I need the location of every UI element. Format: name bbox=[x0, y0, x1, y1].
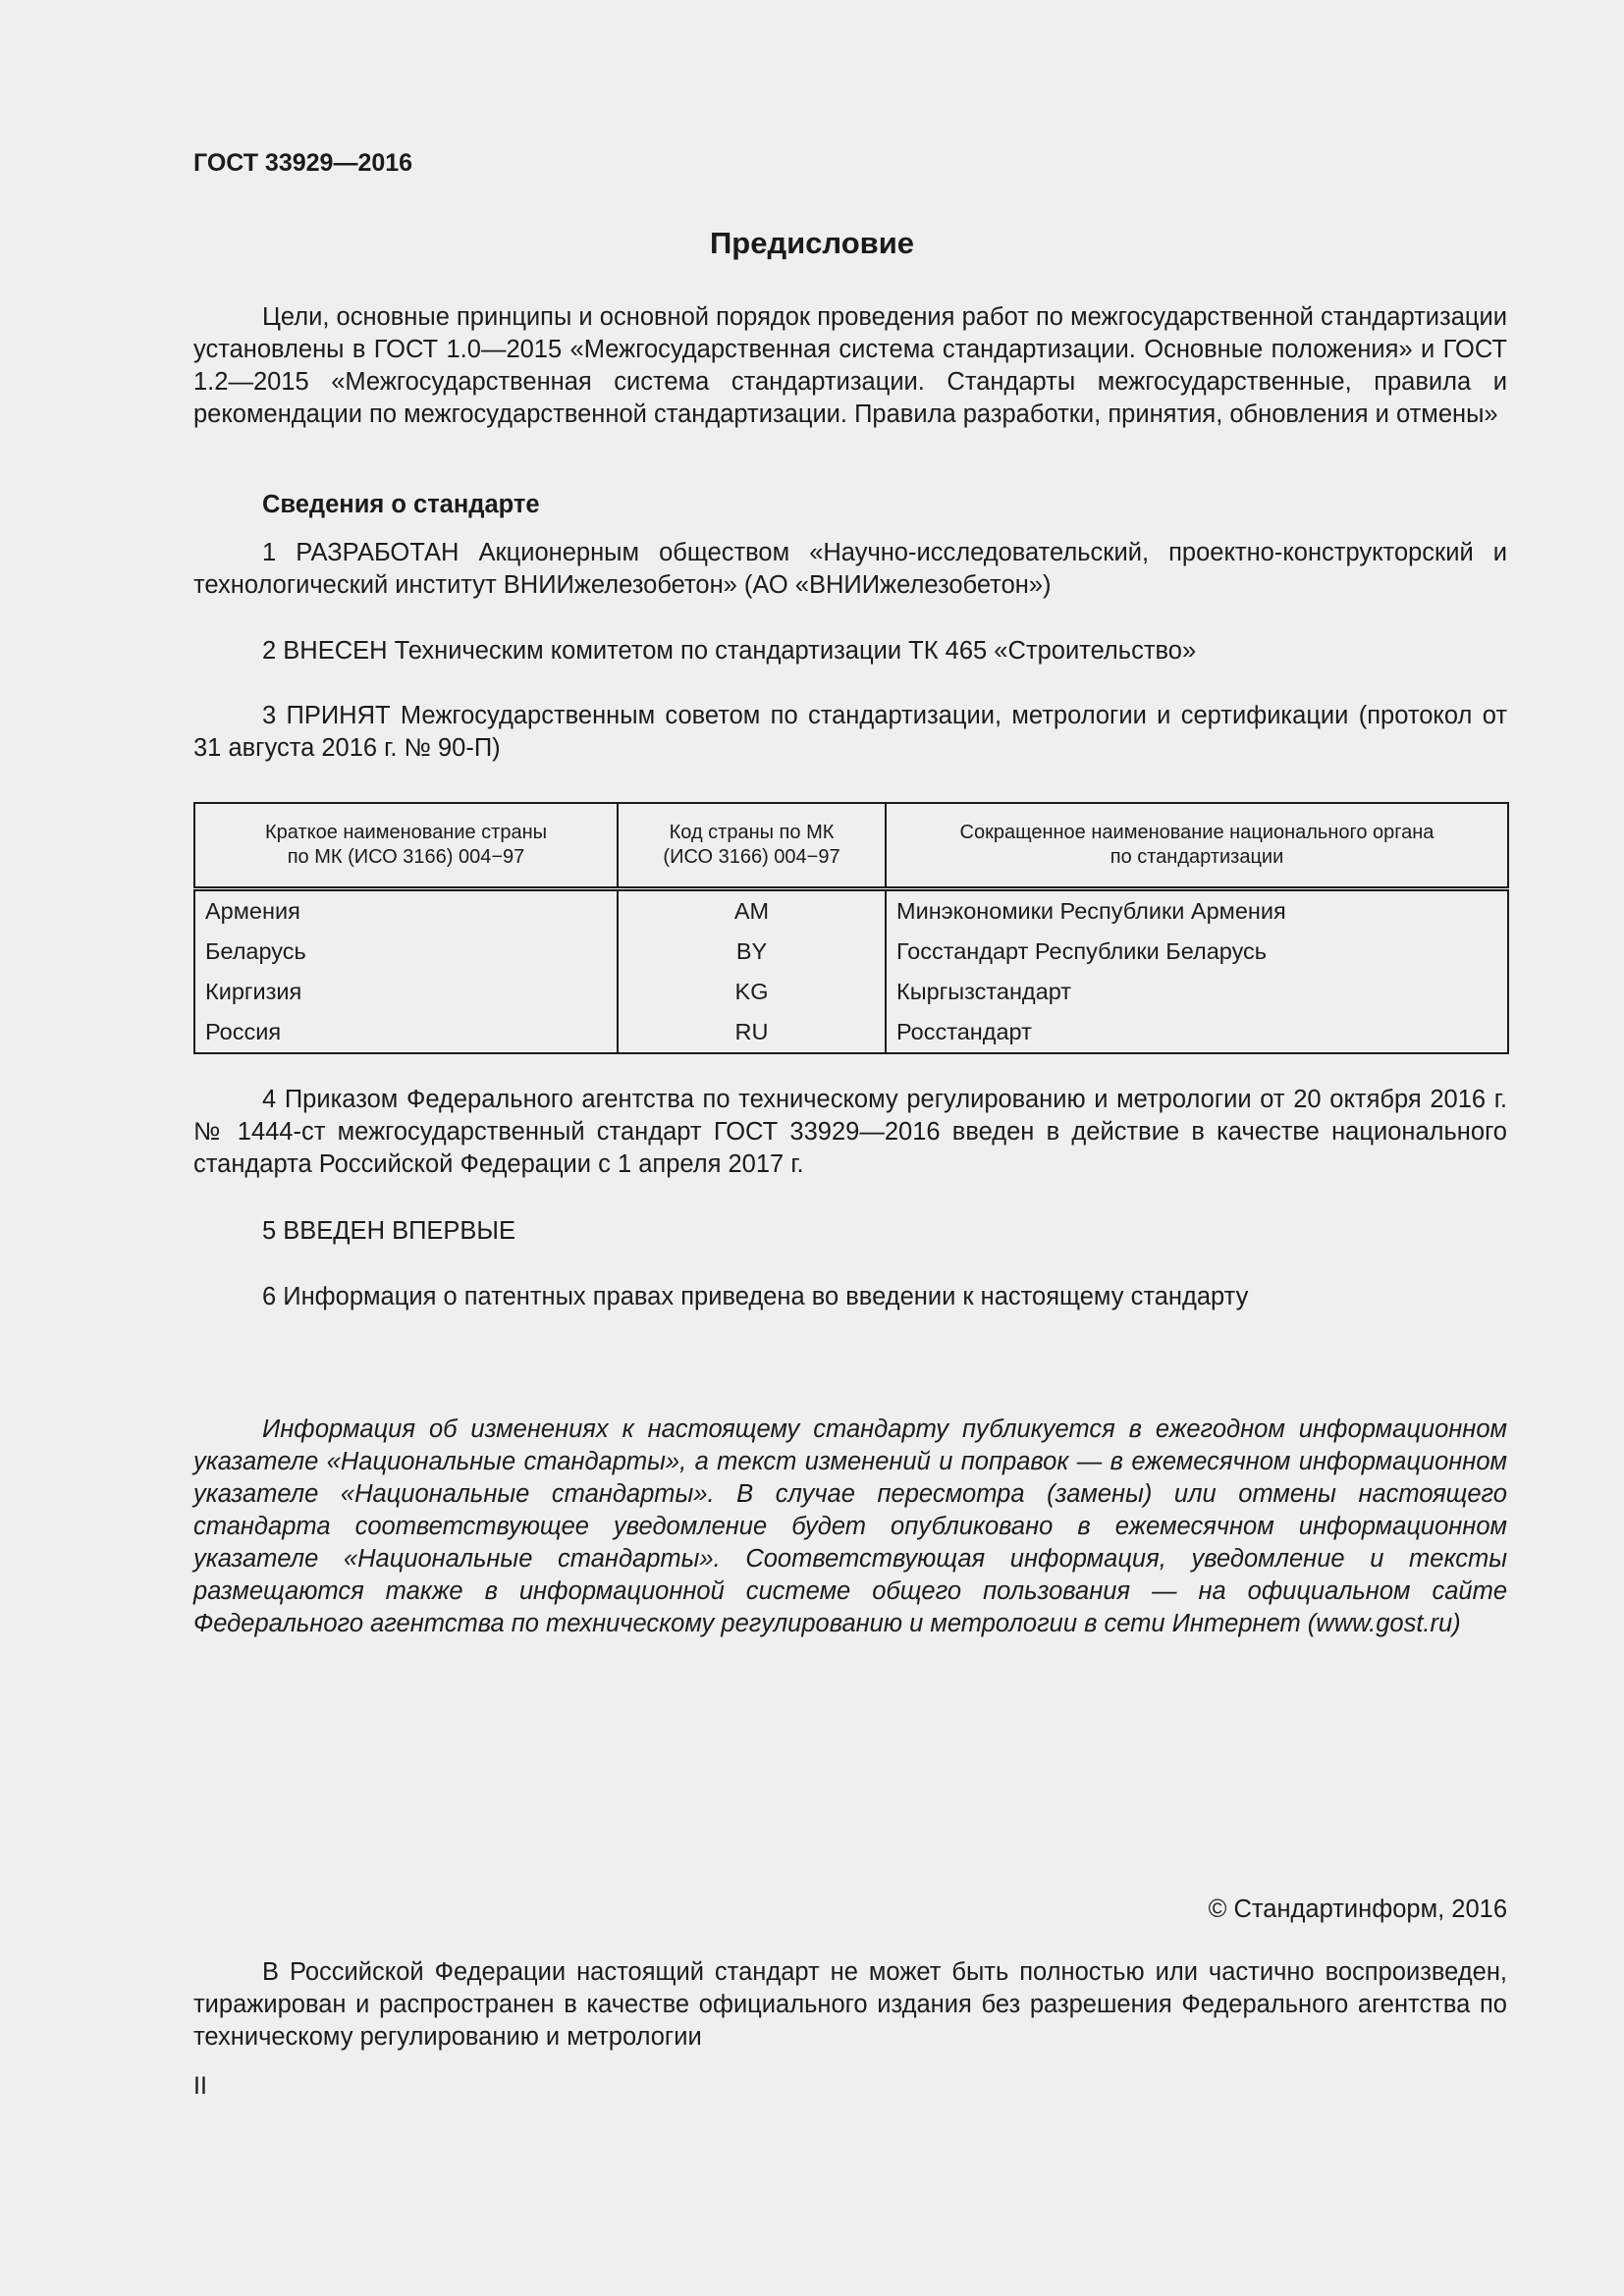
changes-notice: Информация об изменениях к настоящему стандарту публикуется в ежегодном информационном указателе «Национальные стандарты», а текст изменений и поправок — в ежемесячном информационном указателе «Национальные стандарты». В случае пересмотра (замены) или отмены настоящего стандарта соответствующее уведомление будет опубликовано в ежемесячном информационном указателе «Национальные стандарты». Соответствующая информация, уведомление и тексты размещаются также в информационной системе общего пользования — на официальном сайте Федерального агентства по техническому регулированию и метрологии в сети Интернет (www.gost.ru) bbox=[193, 1415, 1507, 1637]
table-header-body bbox=[886, 803, 1508, 889]
info-heading: Сведения о стандарте bbox=[262, 491, 540, 518]
body-cell: Росстандарт bbox=[886, 1012, 1508, 1053]
code-cell: KG bbox=[618, 972, 886, 1012]
table-row bbox=[194, 1012, 1508, 1053]
table-header-code bbox=[618, 803, 886, 889]
table-header-row bbox=[194, 803, 1508, 889]
body-cell: Кыргызстандарт bbox=[886, 972, 1508, 1012]
page-number: II bbox=[193, 2072, 207, 2100]
country-cell: Киргизия bbox=[194, 972, 618, 1012]
body-cell: Минэкономики Республики Армения bbox=[886, 889, 1508, 933]
header-text: Краткое наименование страны bbox=[264, 822, 548, 843]
item-4: 4 Приказом Федерального агентства по техническому регулированию и метрологии от 20 октября 2016 г. № 1444-ст межгосударственный стандарт ГОСТ 33929—2016 введен в действие в качестве национального стандарта Российской Федерации с 1 апреля 2017 г. bbox=[193, 1086, 1507, 1178]
item-5: 5 ВВЕДЕН ВПЕРВЫЕ bbox=[262, 1217, 516, 1245]
header-text: по стандартизации bbox=[1110, 846, 1284, 868]
code-cell: BY bbox=[618, 932, 886, 972]
header-text: по МК (ИСО 3166) 004−97 bbox=[287, 846, 525, 868]
code-cell: AM bbox=[618, 889, 886, 933]
table-header-country bbox=[194, 803, 618, 889]
intro-paragraph: Цели, основные принципы и основной порядок проведения работ по межгосударственной стандартизации установлены в ГОСТ 1.0—2015 «Межгосударственная система стандартизации. Основные положения» и ГОСТ 1.2—2015 «Межгосударственная система стандартизации. Стандарты межгосударственные, правила и рекомендации по межгосударственной стандартизации. Правила разработки, принятия, обновления и отмены» bbox=[193, 303, 1507, 428]
reproduction-notice: В Российской Федерации настоящий стандарт не может быть полностью или частично воспроизведен, тиражирован и распространен в качестве официального издания без разрешения Федерального агентства по техническому регулированию и метрологии bbox=[193, 1958, 1507, 2051]
item-1: 1 РАЗРАБОТАН Акционерным обществом «Научно-исследовательский, проектно-конструкторский и технологический институт ВНИИжелезобетон» (АО «ВНИИжелезобетон») bbox=[193, 539, 1507, 599]
table-row bbox=[194, 972, 1508, 1012]
header-text: Код страны по МК bbox=[669, 822, 835, 843]
header-text: Сокращенное наименование национального органа bbox=[959, 822, 1435, 843]
code-cell: RU bbox=[618, 1012, 886, 1053]
table-row bbox=[194, 932, 1508, 972]
country-cell: Беларусь bbox=[194, 932, 618, 972]
countries-table bbox=[193, 802, 1509, 1054]
table-row bbox=[194, 889, 1508, 933]
copyright: © Стандартинформ, 2016 bbox=[1208, 1896, 1507, 1923]
header-text: (ИСО 3166) 004−97 bbox=[663, 846, 840, 868]
country-cell: Армения bbox=[194, 889, 618, 933]
body-cell: Госстандарт Республики Беларусь bbox=[886, 932, 1508, 972]
item-3: 3 ПРИНЯТ Межгосударственным советом по стандартизации, метрологии и сертификации (протокол от 31 августа 2016 г. № 90-П) bbox=[193, 702, 1507, 762]
item-6: 6 Информация о патентных правах приведена во введении к настоящему стандарту bbox=[262, 1283, 1249, 1310]
country-cell: Россия bbox=[194, 1012, 618, 1053]
page-title: Предисловие bbox=[709, 226, 914, 260]
item-2: 2 ВНЕСЕН Техническим комитетом по стандартизации ТК 465 «Строительство» bbox=[262, 637, 1197, 665]
document-code: ГОСТ 33929—2016 bbox=[193, 149, 413, 177]
